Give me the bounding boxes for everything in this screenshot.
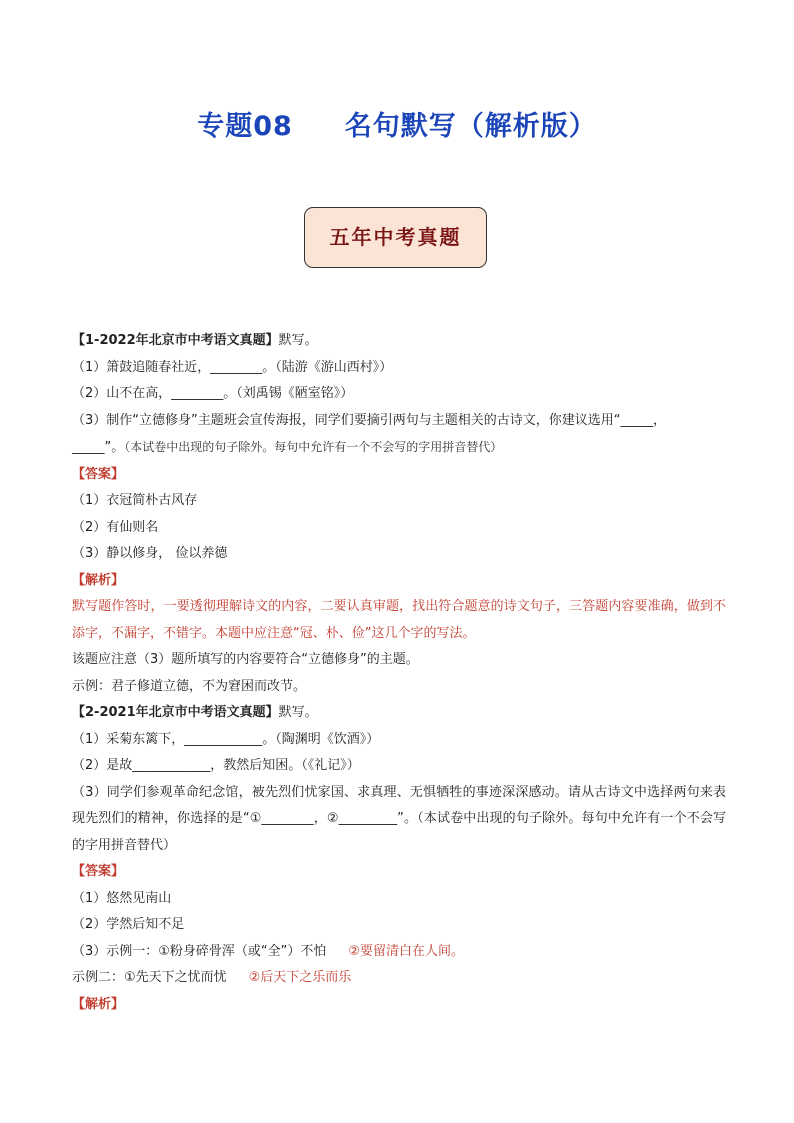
question-1-item-3-note: （本试卷中出现的句子除外。每句中允许有一个不会写的字用拼音替代） — [124, 440, 503, 454]
question-1-answer-1: （1）衣冠简朴古风存 — [72, 493, 198, 508]
question-2-answer-tag: 【答案】 — [72, 864, 125, 879]
question-1-item-2: （2）山不在高，________。（刘禹锡《陋室铭》） — [72, 386, 354, 401]
question-1-item-1: （1）箫鼓追随春社近，________。（陆游《游山西村》） — [72, 359, 393, 375]
question-2-instruction: 默写。 — [278, 705, 318, 720]
question-1-item-3-line-2 — [72, 434, 726, 462]
question-2-analysis-tag: 【解析】 — [72, 996, 125, 1012]
question-1-analysis-text: 默写题作答时，一要透彻理解诗文的内容，二要认真审题，找出符合题意的诗文句子，三答题内容要准确，做到不添字，不漏字，不错字。本题中应注意“冠、朴、俭”这几个字的写法。 — [72, 599, 726, 641]
example-1-first: （3）示例一：①粉身碎骨浑（或“全”）不怕 — [72, 943, 327, 959]
question-1-source: 【1-2022年北京市中考语文真题】 — [72, 333, 279, 348]
example-2-first: 示例二：①先天下之忧而忧 — [72, 970, 227, 985]
question-1-answer-2: （2）有仙则名 — [72, 519, 159, 535]
question-1-item-3-blank: _____”。 — [72, 440, 125, 455]
example-2-second: ②后天下之乐而乐 — [248, 970, 352, 985]
section-banner: 五年中考真题 — [304, 207, 487, 268]
question-1-header — [72, 328, 726, 355]
question-2-header — [72, 700, 726, 727]
question-1-analysis-example: 示例：君子修道立德，不为窘困而改节。 — [72, 678, 307, 694]
document-title: 专题08 名句默写（解析版） — [197, 111, 597, 142]
question-2-item-1: （1）采菊东篱下，____________。（陶渊明《饮酒》） — [72, 731, 380, 747]
question-2-item-3: （3）同学们参观革命纪念馆，被先烈们忧家国、求真理、无惧牺牲的事迹深深感动。请从古诗文中选择两句来表现先烈们的精神，你选择的是“①________，②_________”。（本试卷中出现的句子除外。每句中允许有一个不会写的字用拼音替代） — [72, 784, 726, 853]
document-body — [72, 328, 726, 1018]
question-1-answer-3: （3）静以修身， 俭以养德 — [72, 546, 228, 561]
question-1-answer-tag: 【答案】 — [72, 466, 125, 482]
question-1-instruction: 默写。 — [278, 333, 318, 348]
question-2-answer-3-example-1 — [72, 939, 726, 966]
question-1-analysis-tag: 【解析】 — [72, 572, 125, 588]
question-1-analysis-note: 该题应注意（3）题所填写的内容要符合“立德修身”的主题。 — [72, 652, 419, 667]
example-1-second: ②要留清白在人间。 — [348, 943, 465, 959]
question-2-answer-3-example-2 — [72, 965, 726, 992]
question-2-item-2: （2）是故____________，教然后知困。（《礼记》） — [72, 758, 360, 773]
question-1-item-3-line-1: （3）制作“立德修身”主题班会宣传海报，同学们要摘引两句与主题相关的古诗文，你建议选用“_____， — [72, 412, 666, 428]
question-2-source: 【2-2021年北京市中考语文真题】 — [72, 705, 279, 720]
question-2-answer-2: （2）学然后知不足 — [72, 917, 185, 932]
question-2-answer-1: （1）悠然见南山 — [72, 890, 172, 906]
